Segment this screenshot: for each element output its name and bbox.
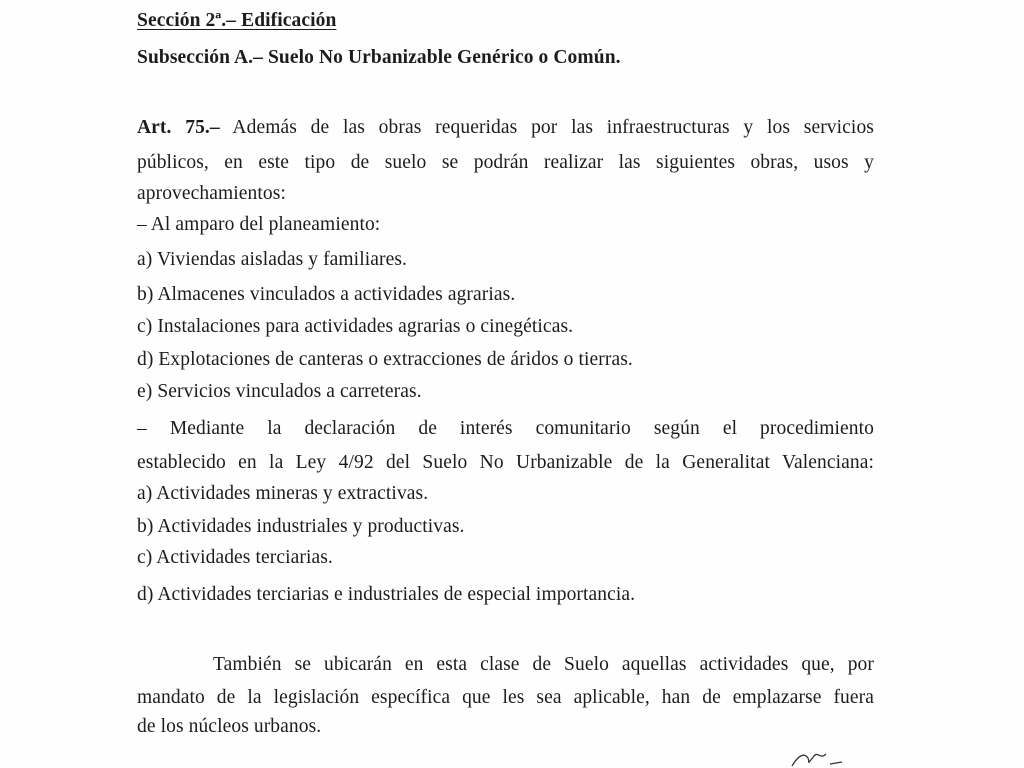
subsection-title: Subsección A.– Suelo No Urbanizable Genérico o Común. xyxy=(137,47,621,68)
list-item: d) Explotaciones de canteras o extracciones de áridos o tierras. xyxy=(137,349,633,370)
list-item: b) Actividades industriales y productivas. xyxy=(137,516,465,537)
article-intro-line-1 xyxy=(137,116,874,140)
list-item: b) Almacenes vinculados a actividades agrarias. xyxy=(137,284,516,305)
section-title: Sección 2ª.– Edificación xyxy=(137,10,337,31)
article-label: Art. 75.– xyxy=(137,117,220,138)
article-intro-line-2: públicos, en este tipo de suelo se podrán realizar las siguientes obras, usos y xyxy=(137,152,874,173)
article-intro-line-3: aprovechamientos: xyxy=(137,183,286,204)
list-item: d) Actividades terciarias e industriales de especial importancia. xyxy=(137,584,636,605)
group1-heading: – Al amparo del planeamiento: xyxy=(137,214,381,235)
article-intro-text-1: Además de las obras requeridas por las infraestructuras y los servicios xyxy=(232,117,874,138)
list-item: a) Viviendas aisladas y familiares. xyxy=(137,249,408,270)
list-item: e) Servicios vinculados a carreteras. xyxy=(137,381,422,402)
list-item: c) Instalaciones para actividades agrarias o cinegéticas. xyxy=(137,316,574,337)
list-item: c) Actividades terciarias. xyxy=(137,547,333,568)
closing-line-1: También se ubicarán en esta clase de Suelo aquellas actividades que, por xyxy=(213,654,874,675)
signature-mark xyxy=(790,748,850,768)
closing-line-2: mandato de la legislación específica que les sea aplicable, han de emplazarse fuera xyxy=(137,687,874,708)
closing-line-3: de los núcleos urbanos. xyxy=(137,716,322,737)
group2-heading-line-1: – Mediante la declaración de interés comunitario según el procedimiento xyxy=(137,418,874,439)
list-item: a) Actividades mineras y extractivas. xyxy=(137,483,429,504)
group2-heading-line-2: establecido en la Ley 4/92 del Suelo No Urbanizable de la Generalitat Valenciana: xyxy=(137,452,874,473)
